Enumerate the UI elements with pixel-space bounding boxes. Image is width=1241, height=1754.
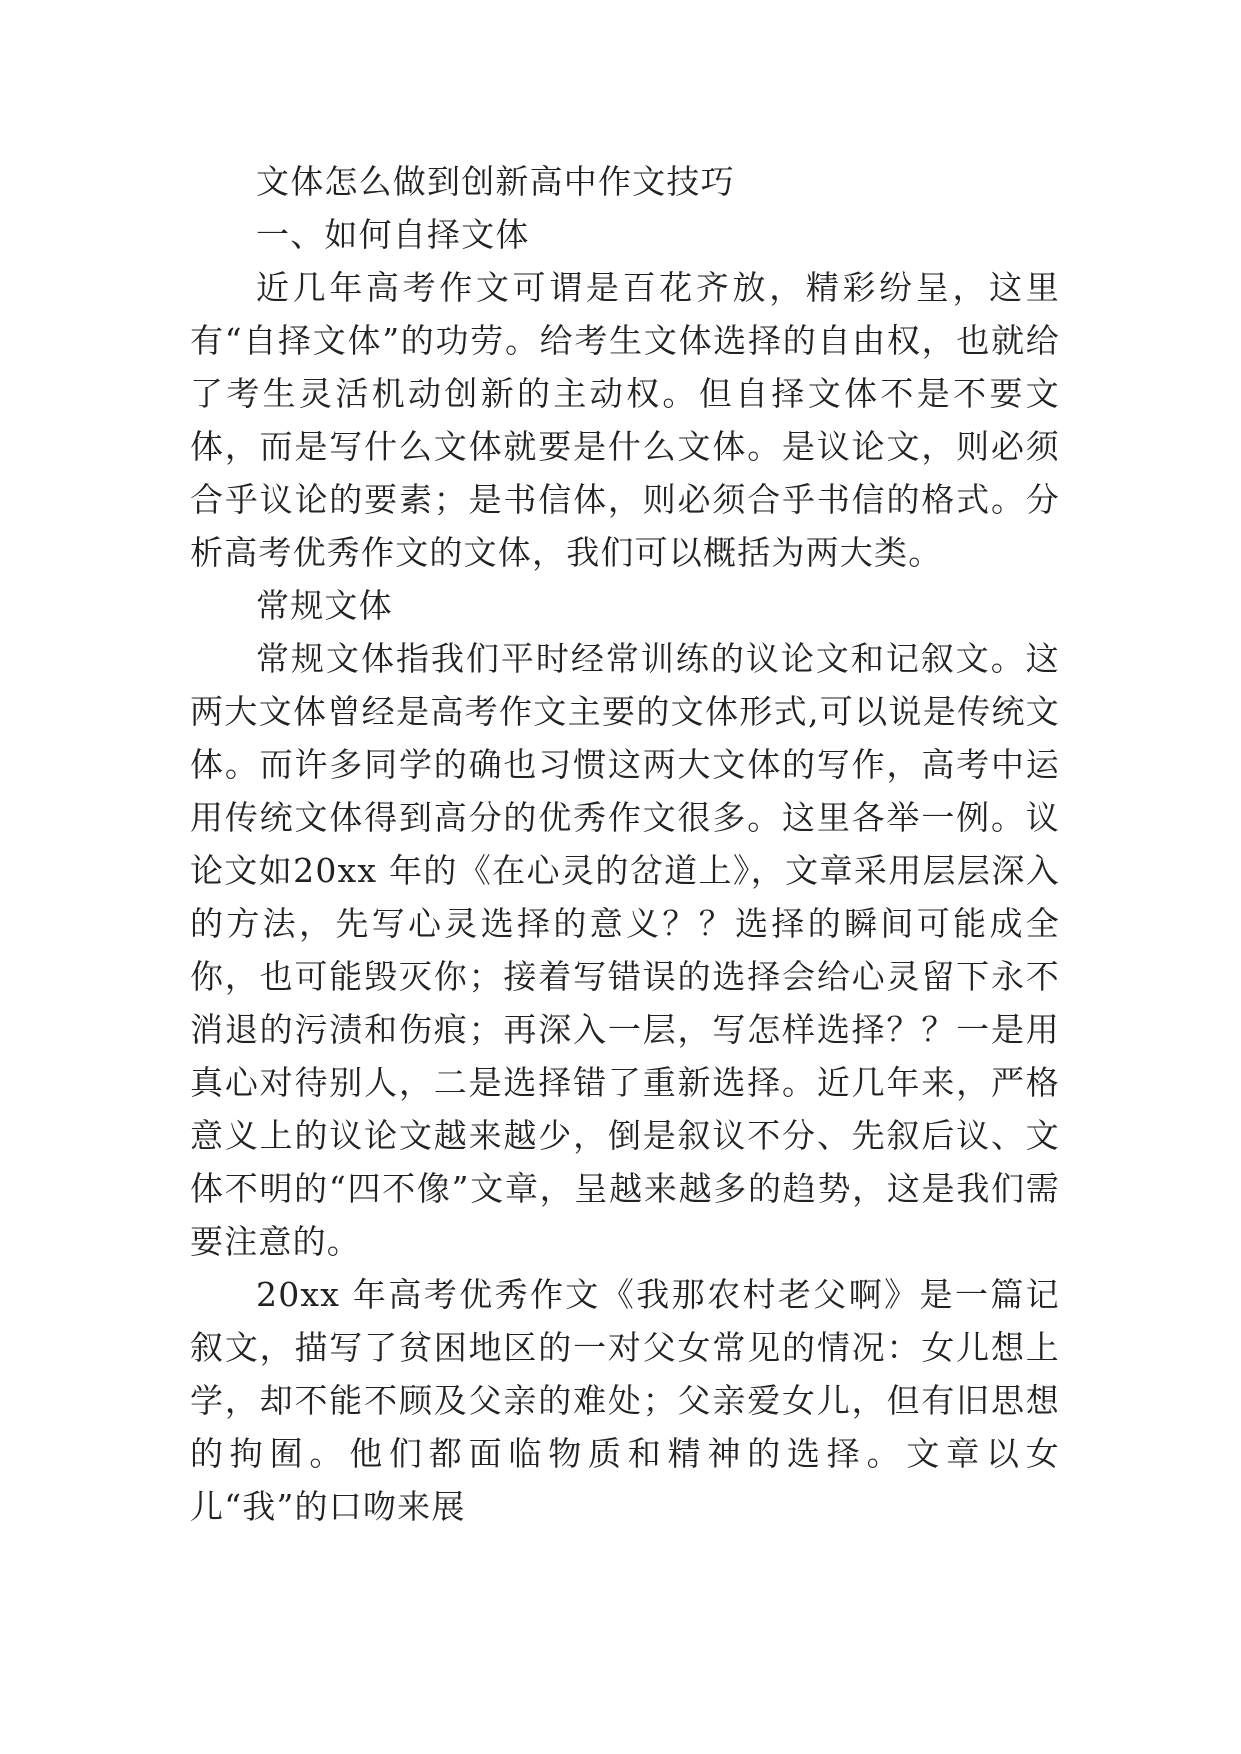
document-body [190, 155, 1060, 1533]
paragraph-2: 常规文体指我们平时经常训练的议论文和记叙文。这两大文体曾经是高考作文主要的文体形式,可以说是传统文体。而许多同学的确也习惯这两大文体的写作，高考中运用传统文体得到高分的优秀作文很多。这里各举一例。议论文如20xx 年的《在心灵的岔道上》，文章采用层层深入的方法，先写心灵选择的意义？？选择的瞬间可能成全你，也可能毁灭你；接着写错误的选择会给心灵留下永不消退的污渍和伤痕；再深入一层，写怎样选择？？一是用真心对待别人，二是选择错了重新选择。近几年来，严格意义上的议论文越来越少，倒是叙议不分、先叙后议、文体不明的“四不像”文章，呈越来越多的趋势，这是我们需要注意的。 [190, 639, 1060, 1261]
subheading: 常规文体 [256, 586, 393, 625]
paragraph-1: 近几年高考作文可谓是百花齐放，精彩纷呈，这里有“自择文体”的功劳。给考生文体选择的自由权，也就给了考生灵活机动创新的主动权。但自择文体不是不要文体，而是写什么文体就要是什么文体。是议论文，则必须合乎议论的要素；是书信体，则必须合乎书信的格式。分析高考优秀作文的文体，我们可以概括为两大类。 [190, 268, 1060, 572]
paragraph-3: 20xx 年高考优秀作文《我那农村老父啊》是一篇记叙文，描写了贫困地区的一对父女常见的情况：女儿想上学，却不能不顾及父亲的难处；父亲爱女儿，但有旧思想的拘囿。他们都面临物质和精神的选择。文章以女儿“我”的口吻来展 [190, 1275, 1060, 1526]
section-heading: 一、如何自择文体 [256, 215, 530, 254]
document-title: 文体怎么做到创新高中作文技巧 [256, 162, 735, 201]
